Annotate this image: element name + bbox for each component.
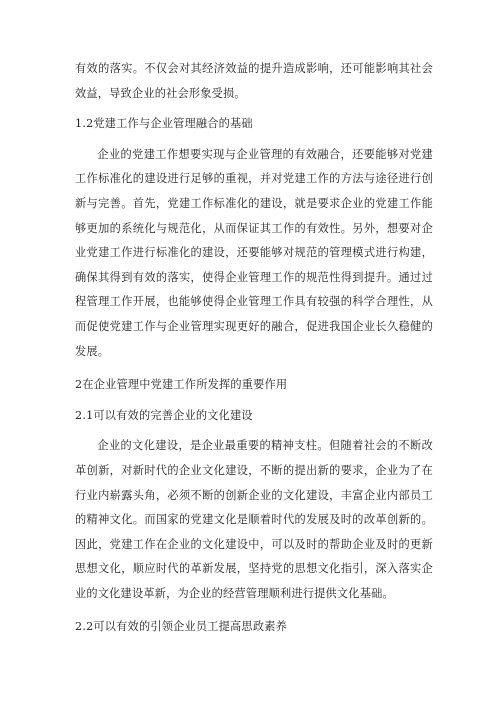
- section-heading-2: 2在企业管理中党建工作所发挥的重要作用: [75, 378, 288, 392]
- section-heading-1-2: 1.2党建工作与企业管理融合的基础: [75, 117, 253, 131]
- section-heading-2-2: 2.2可以有效的引领企业员工提高思政素养: [75, 620, 287, 634]
- spacer: [75, 364, 433, 373]
- section-heading-2-1: 2.1可以有效的完善企业的文化建设: [75, 408, 253, 422]
- paragraph-intro-continuation: 有效的落实。不仅会对其经济效益的提升造成影响，还可能影响其社会效益，导致企业的社会形象受损。: [75, 62, 433, 100]
- spacer: [75, 606, 433, 615]
- document-body: [75, 57, 433, 640]
- paragraph-culture-building: 企业的文化建设，是企业最重要的精神支柱。但随着社会的不断改革创新，对新时代的企业文化建设，不断的提出新的要求，企业为了在行业内崭露头角，必须不断的创新企业的文化建设，丰富企业内部员工的精神文化。而国家的党建文化是顺着时代的发展及时的改革创新的。因此，党建工作在企业的文化建设中，可以及时的帮助企业及时的更新思想文化，顺应时代的革新发展，坚持党的思想文化指引，深入落实企业的文化建设革新，为企业的经营管理顺利进行提供文化基础。: [75, 439, 433, 600]
- paragraph-integration-basis: 企业的党建工作想要实现与企业管理的有效融合，还要能够对党建工作标准化的建设进行足够的重视，并对党建工作的方法与途径进行创新与完善。首先，党建工作标准化的建设，就是要求企业的党建工作能够更加的系统化与规范化，从而保证其工作的有效性。另外，想要对企业党建工作进行标准化的建设，还要能够对规范的管理模式进行构建，确保其得到有效的落实，使得企业管理工作的规范性得到提升。通过过程管理工作开展，也能够使得企业管理工作具有较强的科学合理性，从而促使党建工作与企业管理实现更好的融合，促进我国企业长久稳健的发展。: [75, 147, 433, 358]
